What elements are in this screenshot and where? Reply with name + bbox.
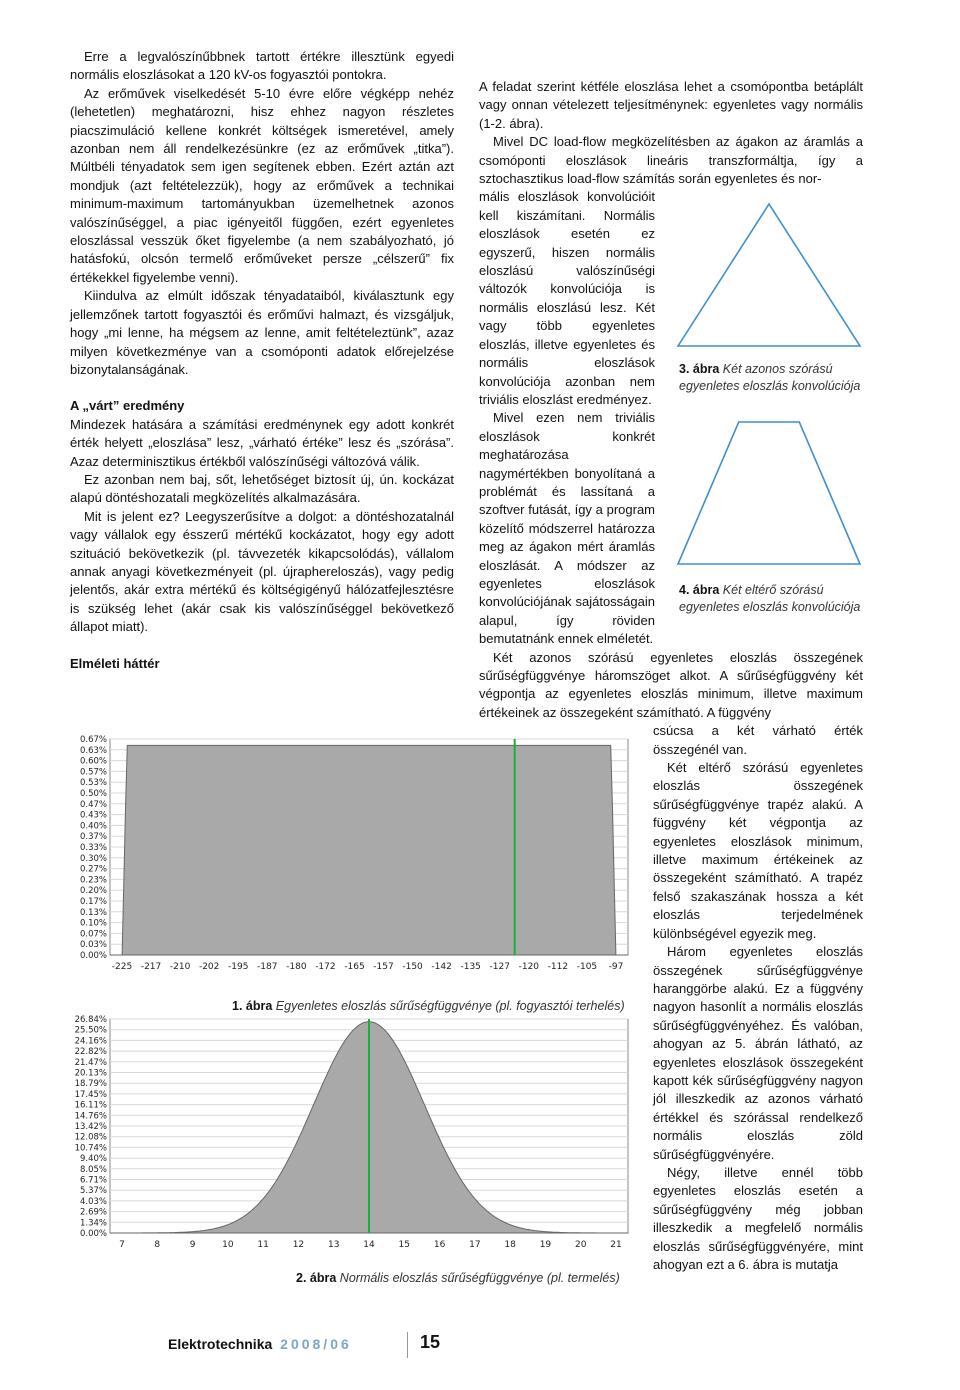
x-tick-label: 17 [469,1240,481,1250]
page-number: 15 [420,1332,441,1352]
paragraph: Az erőművek viselkedését 5-10 évre előre végképp nehéz (lehetetlen) meghatározni, hisz ehhez nagyon részletes piacszimuláció kellene konkrét költségek ismeretével, amely azonban nem áll rendelkezésünkre (ez az erőművek „titka”). Múltbéli tényadatok sem igen segítenek ebben. Ezért aztán azt mondjuk (azt feltételezzük), hogy az erőművek a technikai minimum-maximum tartományukban üzemelhetnek azonos valószínűséggel, a piac igényeitől függően, ezért egyenletes eloszlással vesszük őket figyelembe (a nem szabályozható, jó hatásfokú, olcsón termelő erőműveket persze „célszerű” fix értékekkel figyelembe venni). [70,85,454,285]
y-tick-label: 0.03% [79,940,107,951]
x-tick-label: -202 [198,962,220,972]
y-tick-label: 10.74% [74,1143,107,1154]
x-tick-label: -165 [344,962,365,972]
footer-divider [407,1332,408,1358]
figure-2-caption [296,1270,636,1287]
x-tick-label: -217 [140,962,162,972]
x-tick-label: -142 [431,962,452,972]
x-tick-label: -172 [315,962,336,972]
y-tick-label: 0.30% [79,853,107,864]
y-tick-label: 25.50% [74,1025,107,1036]
x-tick-label: -112 [547,962,569,972]
triangle-convolution-figure [674,200,864,350]
x-tick-label: -210 [169,962,191,972]
y-tick-label: 14.76% [74,1111,107,1122]
paragraph: Négy, illetve ennél több egyenletes eloszlás esetén a sűrűségfüggvény még jobban illeszkedik a megfelelő normális eloszlás sűrűségfüggvényére, mint ahogyan ezt a 6. ábra is mutatja [653,1164,863,1272]
paragraph: Mivel DC load-flow megközelítésben az ágakon az áramlás a csomóponti eloszlások lineáris transzformáltja, így a sztochasztikus load-flow számítás során egyenletes és nor- [479,134,863,187]
journal-name: Elektrotechnika [168,1336,273,1352]
y-tick-label: 8.05% [79,1164,107,1175]
y-tick-label: 0.17% [79,897,107,907]
inset-text-block [653,722,863,1274]
y-tick-label: 26.84% [74,1015,107,1025]
figure-3-caption [679,361,864,395]
x-tick-label: 13 [327,1240,340,1250]
y-tick-label: 0.20% [79,886,107,897]
figure-number: 1. ábra [232,999,273,1013]
y-tick-label: 17.45% [74,1089,107,1100]
y-tick-label: 0.00% [79,951,107,961]
x-tick-label: 20 [574,1240,587,1250]
y-tick-label: 0.00% [79,1229,107,1239]
paragraph: A feladat szerint kétféle eloszlása lehet a csomópontba betáplált vagy onnan vételezett teljesítménynek: egyenletes vagy normális (1-2. ábra). [479,79,863,131]
x-tick-label: -195 [228,962,249,972]
y-tick-label: 0.57% [79,767,107,778]
x-tick-label: 9 [189,1240,196,1250]
y-tick-label: 0.60% [79,756,107,767]
narrow-text-block [479,188,655,648]
figure-number: 4. ábra [679,583,720,597]
paragraph: Mindezek hatására a számítási eredménynek egy adott konkrét érték helyett „eloszlása” lesz, „várható értéke” lesz és „szórása”. Azaz determinisztikus értékből valószínűségi változóvá válik. [70,416,454,469]
y-tick-label: 0.27% [79,864,107,875]
uniform-distribution-chart [70,735,630,977]
paragraph: Erre a legvalószínűbbnek tartott értékre illesztünk egyedi normális eloszlásokat a 120 kV-os fogyasztói pontokra. [70,49,454,83]
y-tick-label: 18.79% [74,1079,107,1090]
x-tick-label: 18 [504,1240,516,1250]
journal-footer [168,1336,352,1352]
x-tick-label: -105 [576,962,598,972]
paragraph: Két azonos szórású egyenletes eloszlás összegének sűrűségfüggvénye háromszöget alkot. A sűrűségfüggvény két végpontja az egyenletes eloszlás minimum, illetve maximum értékeinek az összegeként számítható. A függvény [479,649,863,720]
x-tick-label: 19 [539,1240,552,1250]
paragraph: mális eloszlások konvolúcióit kell kiszámítani. Normális eloszlások esetén ez egyszerű, hiszen normális eloszlású valószínűségi változók konvolúciója is normális eloszlású lesz. Két vagy több egyenletes eloszlás, illetve egyenletes és normális eloszlások konvolúciója azonban nem triviális eloszlást eredményez. [479,189,655,407]
y-tick-label: 0.40% [79,821,107,832]
y-tick-label: 24.16% [74,1036,107,1047]
y-tick-label: 0.33% [79,843,107,853]
paragraph: Ez azonban nem baj, sőt, lehetőséget biztosít új, ún. kockázat alapú döntéshozatali megközelítés alkalmazására. [70,471,454,506]
section-heading: A „várt” eredmény [70,398,185,414]
y-tick-label: 21.47% [74,1057,107,1068]
paragraph: Három egyenletes eloszlás összegének sűrűségfüggvénye haranggörbe alakú. Ez a függvény nagyon hasonlít a normális eloszlás sűrűségfüggvényéhez. És valóban, ahogyan az 5. ábrán látható, az egyenletes eloszlások összegeként kapott kék sűrűségfüggvény nagyon jól illeszkedik az azonos várható értékkel és szórással rendelkező normális eloszlás zöld sűrűségfüggvényére. [653,944,863,1162]
figure-number: 3. ábra [679,362,720,376]
paragraph: Két eltérő szórású egyenletes eloszlás összegének sűrűségfüggvénye trapéz alakú. A függvény két végpontja az egyenletes eloszlások minimum, illetve maximum értékeinek az összegeként számítható. A trapéz felső szakaszának hossza a két eloszlás terjedelmének különbségével egyezik meg. [653,760,863,941]
convolution-shape [678,422,860,564]
y-tick-label: 1.34% [79,1218,107,1229]
x-tick-label: -150 [402,962,423,972]
x-tick-label: 10 [222,1240,234,1250]
figure-caption-text: Normális eloszlás sűrűségfüggvénye (pl. termelés) [339,1271,620,1285]
x-tick-label: -187 [257,962,278,972]
y-tick-label: 0.47% [79,799,107,810]
x-tick-label: -225 [111,962,133,972]
x-tick-label: 16 [433,1240,446,1250]
left-column [70,48,454,673]
y-tick-label: 16.11% [74,1100,107,1111]
y-tick-label: 9.40% [79,1154,107,1165]
y-tick-label: 0.07% [79,929,107,940]
figure-caption-text: Két azonos szórású egyenletes eloszlás konvolúciója [679,362,861,393]
y-tick-label: 0.37% [79,832,107,843]
x-tick-label: 11 [257,1240,269,1250]
figure-4-caption [679,582,864,616]
y-tick-label: 5.37% [79,1186,107,1197]
journal-issue: 2008/06 [280,1336,352,1352]
paragraph: Mit is jelent ez? Leegyszerűsítve a dolgot: a döntéshozatalnál vagy vállalok egy ésszerű mértékű kockázatot, hogy egy adott szituáció bekövetkezik (pl. távvezeték kikapcsolódás), vállalom annak anyagi következményeit (pl. újraphereloszás), vagy pedig jelentős, akár extra mértékű és költségigényű hálózatfejlesztésre is szükség lehet (akár csak kis valószínűséggel bekövetkező állapot miatt). [70,508,454,635]
x-tick-label: 14 [363,1240,375,1250]
y-tick-label: 0.67% [79,735,107,745]
figure-1-caption [232,998,632,1015]
x-tick-label: 12 [292,1240,305,1250]
trapezoid-convolution-figure [674,418,864,568]
x-tick-label: 7 [119,1240,125,1250]
y-tick-label: 0.10% [79,918,107,929]
paragraph: Kiindulva az elmúlt időszak tényadataiból, kiválasztunk egy jellemzőnek tartott fogyasztói és erőművi halmazt, és vizsgáljuk, hogy „mi lenne, ha mégsem az lenne, amit feltételeztünk”, azaz milyen következménye van a csomóponti adatok előrejelzése bizonytalanságának. [70,288,454,377]
y-tick-label: 0.63% [79,745,107,756]
distribution-area [110,745,628,955]
figure-caption-text: Egyenletes eloszlás sűrűségfüggvénye (pl. fogyasztói terhelés) [275,999,625,1013]
convolution-shape [678,204,860,346]
y-tick-label: 20.13% [74,1068,107,1079]
x-tick-label: 21 [610,1240,622,1250]
x-tick-label: 15 [398,1240,411,1250]
y-tick-label: 2.69% [79,1207,107,1218]
y-tick-label: 0.53% [79,778,107,789]
y-tick-label: 0.43% [79,810,107,821]
y-tick-label: 6.71% [79,1175,107,1186]
y-tick-label: 0.23% [79,875,107,886]
x-tick-label: -120 [518,962,540,972]
x-tick-label: -97 [608,962,624,972]
section-heading: Elméleti háttér [70,655,160,671]
y-tick-label: 12.08% [74,1132,107,1143]
x-tick-label: -127 [489,962,510,972]
y-tick-label: 4.03% [79,1196,107,1207]
y-tick-label: 22.82% [74,1047,107,1058]
x-tick-label: -180 [286,962,307,972]
normal-distribution-chart [70,1015,630,1255]
y-tick-label: 13.42% [74,1122,107,1132]
y-tick-label: 0.13% [79,907,107,918]
x-tick-label: -157 [373,962,394,972]
figure-caption-text: Két eltérő szórású egyenletes eloszlás konvolúciója [679,583,861,614]
paragraph: Mivel ezen nem triviális eloszlások konkrét meghatározása nagymértékben bonyolítaná a problémát és lassítaná a szoftver futását, így a program közelítő módszerrel határozza meg az ágakon mért áramlás eloszlását. A módszer az egyenletes eloszlások konvolúciójának sajátosságain alapul, így röviden bemutatnánk ennek elméletét. [479,410,655,647]
y-tick-label: 0.50% [79,789,107,799]
x-tick-label: 8 [154,1240,161,1250]
figure-number: 2. ábra [296,1271,337,1285]
x-tick-label: -135 [460,962,481,972]
paragraph: csúcsa a két várható érték összegénél van. [653,723,863,757]
